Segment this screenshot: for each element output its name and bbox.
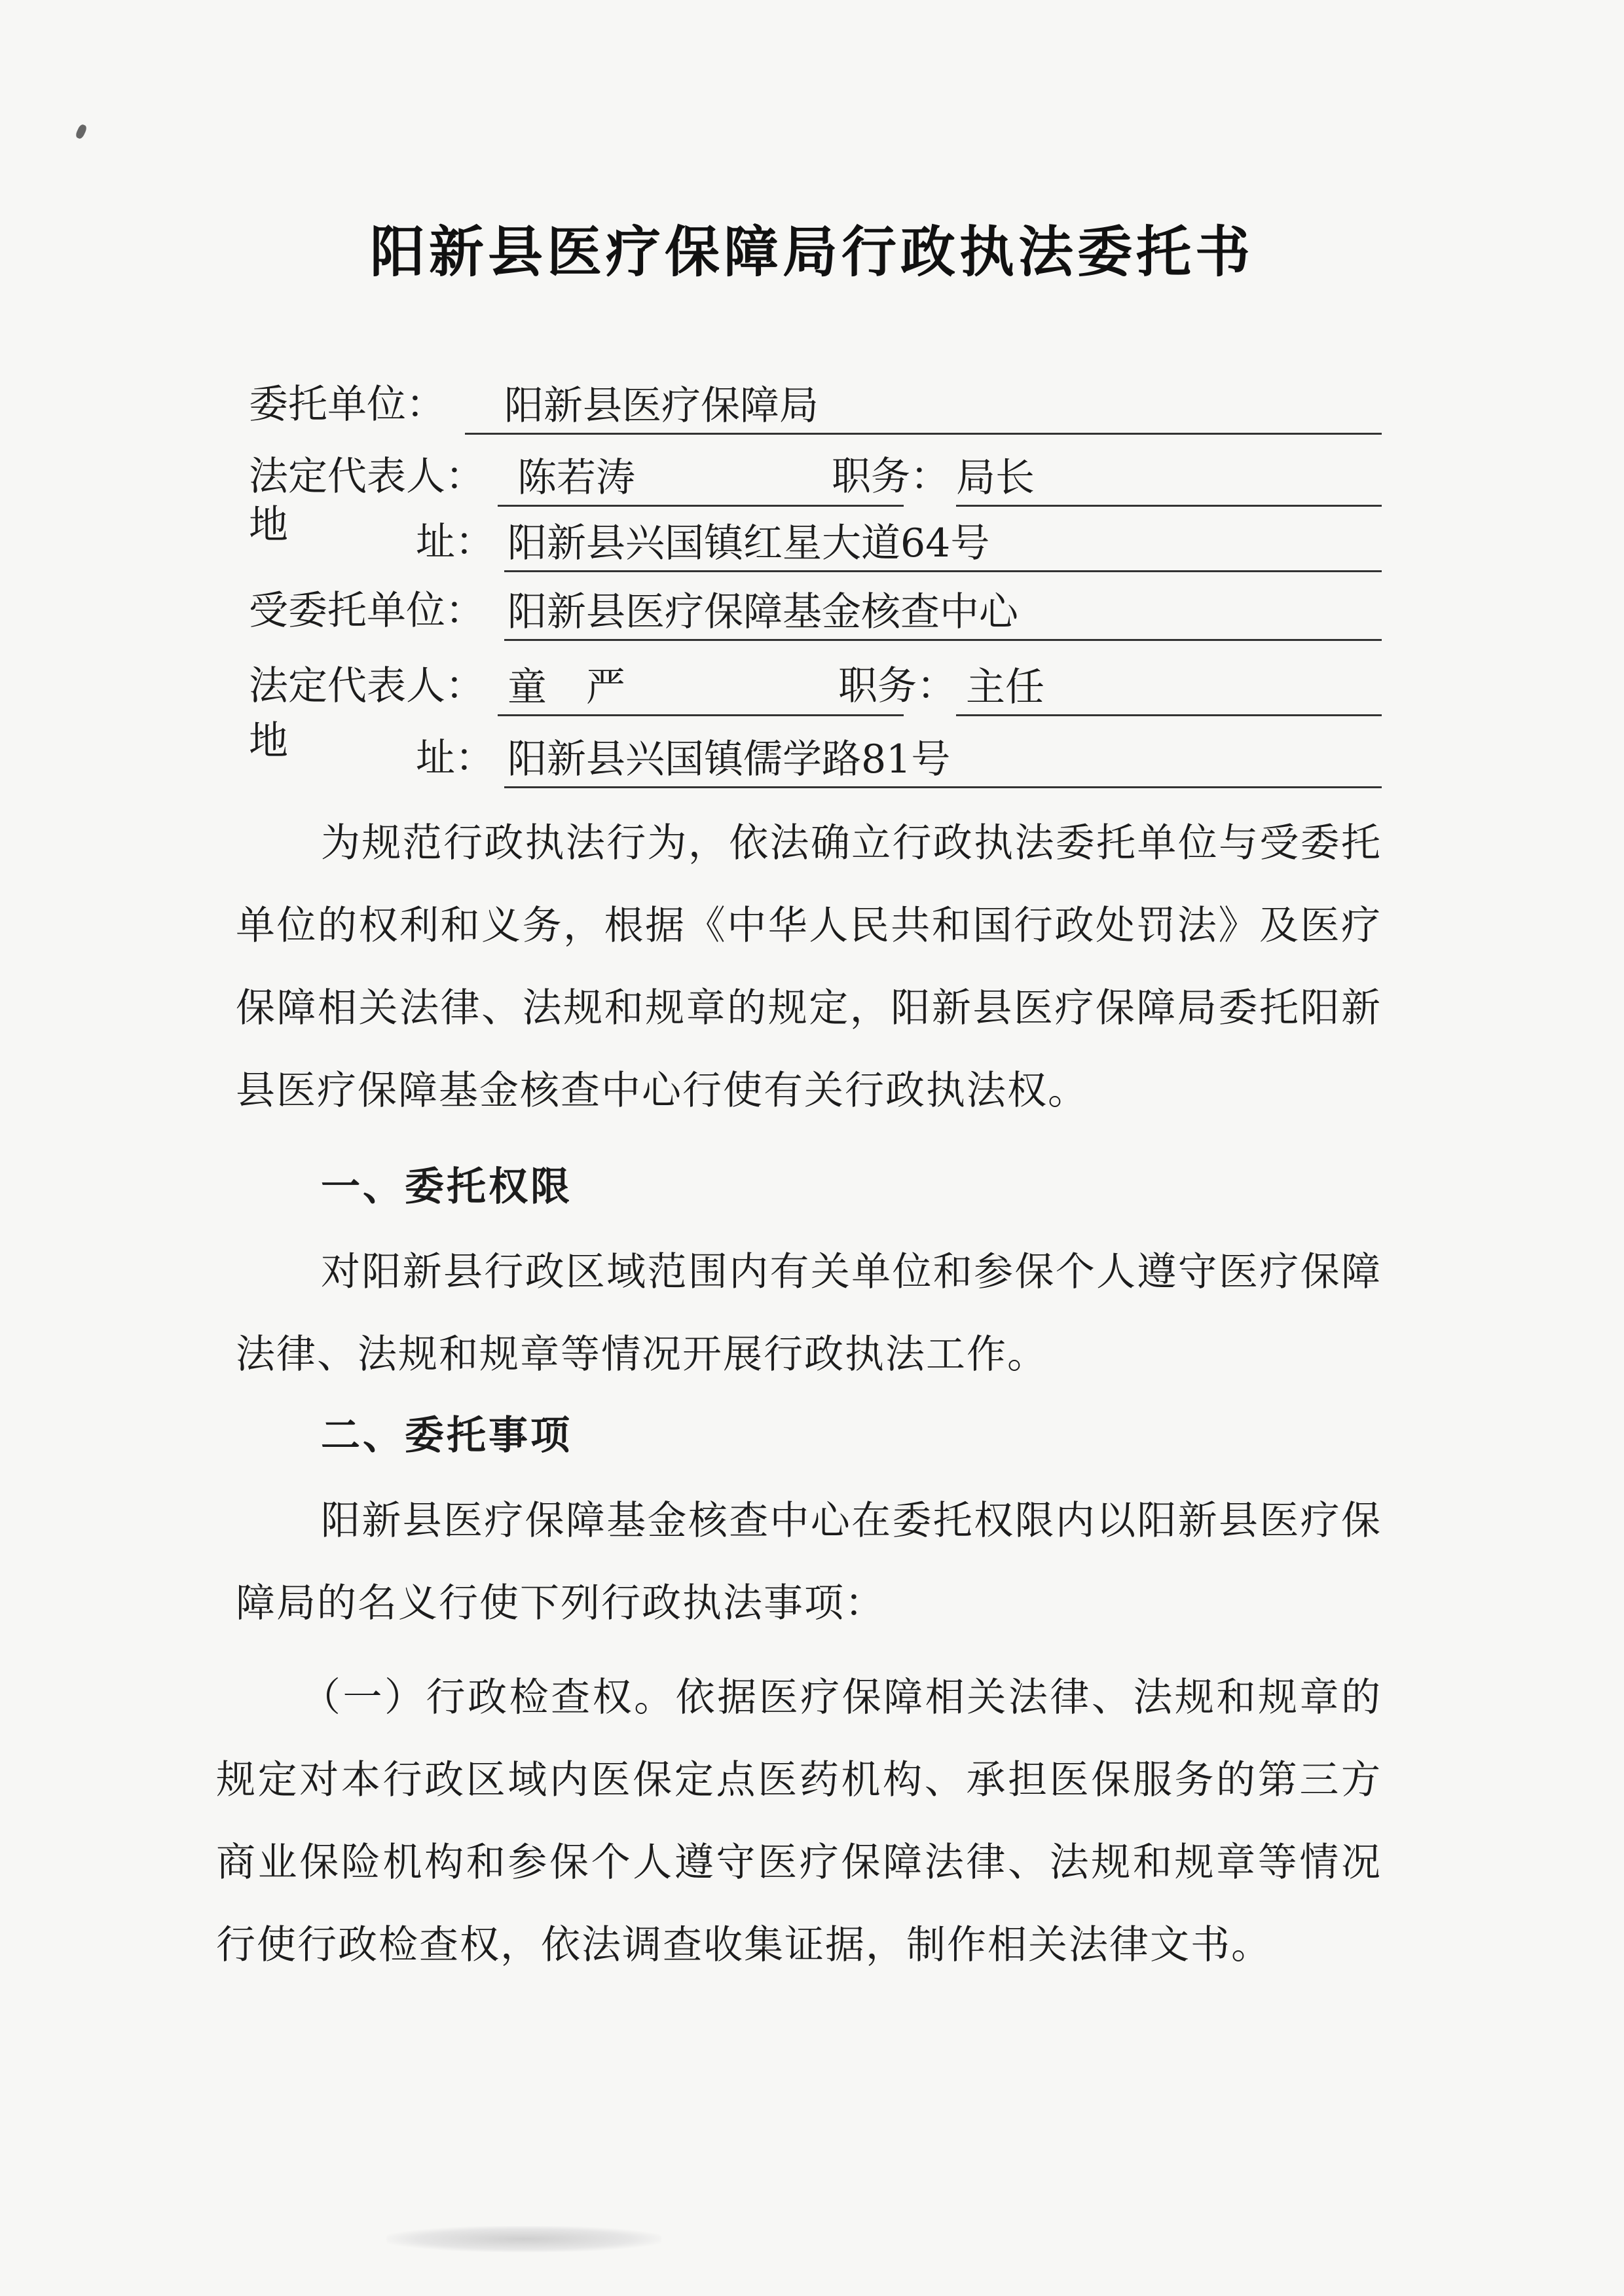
field-value: 阳新县兴国镇红星大道64号 [507, 520, 990, 566]
section-1-paragraph: 对阳新县行政区域范围内有关单位和参保个人遵守医疗保障法律、法规和规章等情况开展行政执法工作。 [236, 1249, 1382, 1377]
section-1-heading: 一、委托权限 [321, 1164, 572, 1210]
field-value: 阳新县医疗保障基金核查中心 [507, 589, 1018, 635]
position-underline [956, 714, 1382, 716]
scan-smudge [386, 2226, 661, 2252]
field-underline [504, 570, 1382, 572]
position-label: 职务： [838, 663, 956, 709]
section-2-paragraph: 阳新县医疗保障基金核查中心在委托权限内以阳新县医疗保障局的名义行使下列行政执法事项： [236, 1498, 1382, 1626]
scan-speck [75, 123, 88, 139]
section-2-heading: 二、委托事项 [321, 1413, 572, 1459]
document-title: 阳新县医疗保障局行政执法委托书 [369, 220, 1254, 284]
field-underline [504, 786, 1382, 788]
position-value: 局长 [956, 455, 1035, 501]
field-value: 阳新县兴国镇儒学路81号 [507, 737, 951, 782]
field-underline [465, 433, 1382, 435]
field-label: 法定代表人： [249, 454, 485, 500]
field-underline [504, 639, 1382, 641]
field-value: 陈若涛 [517, 455, 635, 501]
position-underline [956, 505, 1382, 507]
field-label-a: 地 [249, 718, 288, 764]
position-value: 主任 [966, 665, 1044, 710]
field-label-b: 址： [416, 519, 494, 565]
field-entrusting-unit [249, 380, 1382, 439]
field-label-b: 址： [416, 735, 494, 781]
field-entrusted-unit [249, 586, 1382, 645]
field-legal-representative-1 [249, 452, 1382, 511]
intro-paragraph: 为规范行政执法行为，依法确立行政执法委托单位与受委托单位的权利和义务，根据《中华人民共和国行政处罚法》及医疗保障相关法律、法规和规章的规定，阳新县医疗保障局委托阳新县医疗保障基金核查中心行使有关行政执法权。 [236, 820, 1382, 1114]
field-legal-representative-2 [249, 661, 1382, 720]
position-label: 职务： [832, 454, 950, 500]
field-label-a: 地 [249, 502, 288, 548]
field-address-2 [249, 718, 1382, 792]
field-value: 阳新县医疗保障局 [504, 383, 819, 429]
field-underline [498, 505, 904, 507]
field-label: 受委托单位： [249, 588, 485, 634]
item-1-paragraph: （一）行政检查权。依据医疗保障相关法律、法规和规章的规定对本行政区域内医保定点医药机构、承担医保服务的第三方商业保险机构和参保个人遵守医疗保障法律、法规和规章等情况行使行政检查权，依法调查收集证据，制作相关法律文书。 [216, 1675, 1382, 1968]
field-label: 委托单位： [249, 382, 445, 428]
field-underline [498, 714, 904, 716]
field-value: 童 严 [507, 665, 625, 710]
field-label: 法定代表人： [249, 663, 485, 709]
field-address-1 [249, 502, 1382, 576]
